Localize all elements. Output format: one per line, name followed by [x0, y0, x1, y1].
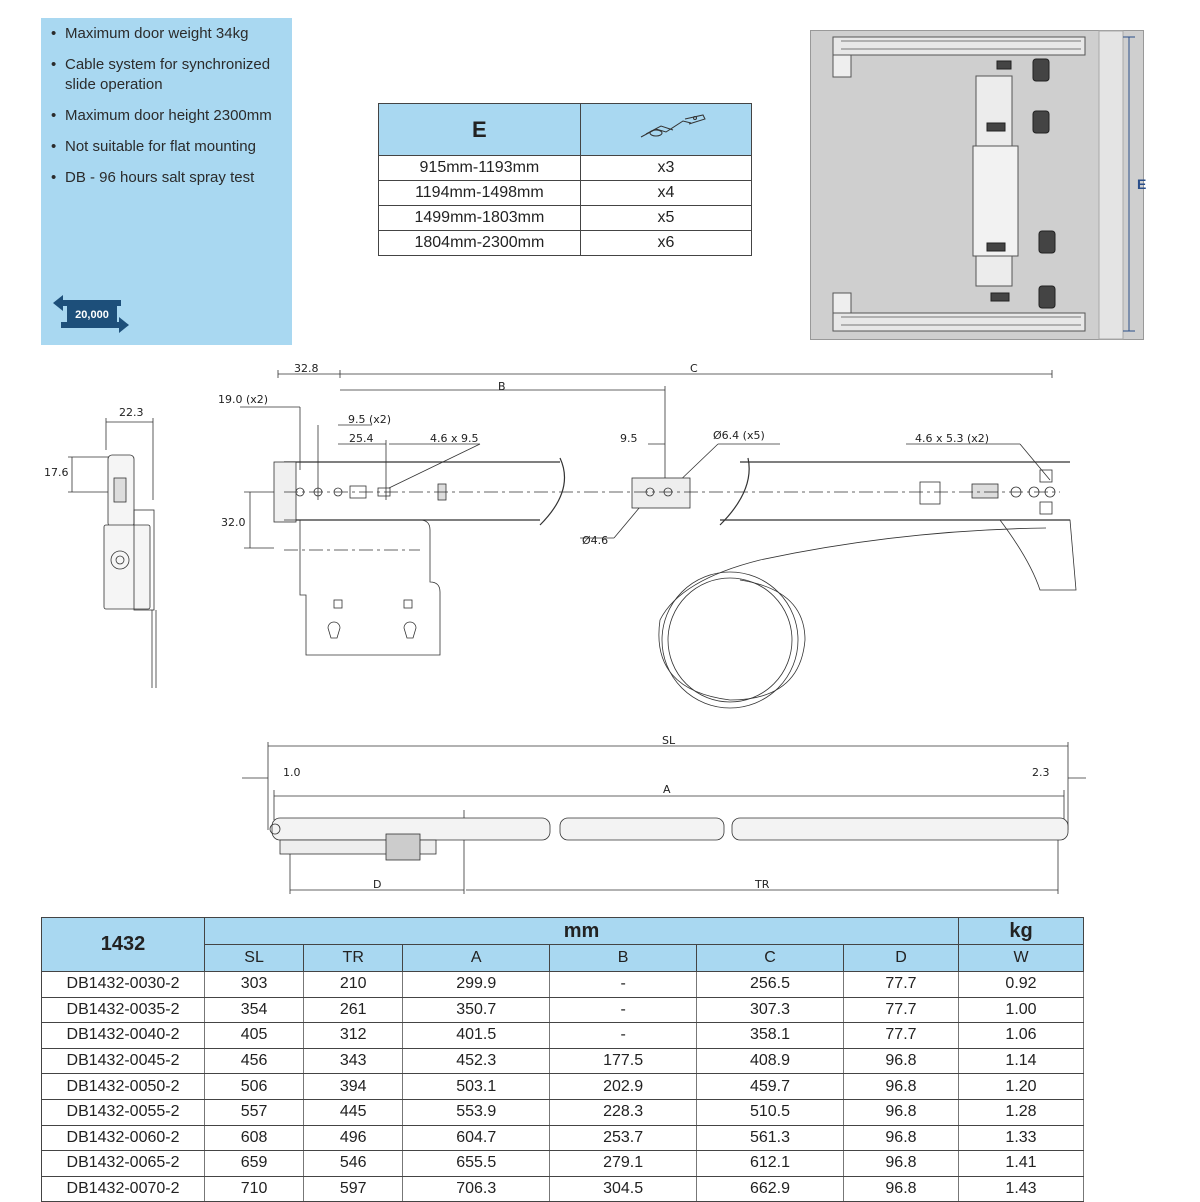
photo-dimension-label: E	[1137, 176, 1147, 192]
installation-photo	[810, 30, 1147, 340]
table-row	[42, 1125, 1084, 1151]
spec-value: -	[550, 997, 697, 1023]
product-code: DB1432-0060-2	[42, 1125, 205, 1151]
spec-value: 304.5	[550, 1176, 697, 1202]
spec-value: 256.5	[697, 972, 844, 998]
dim-hole-6-4: Ø6.4 (x5)	[713, 429, 765, 442]
e-range: 1499mm-1803mm	[379, 206, 581, 231]
technical-drawing	[0, 350, 1200, 910]
column-header: W	[959, 945, 1084, 972]
spec-value: 445	[304, 1099, 403, 1125]
spec-value: 312	[304, 1023, 403, 1049]
dim-32: 32.0	[221, 516, 246, 529]
spec-value: 299.9	[403, 972, 550, 998]
spec-value: 303	[205, 972, 304, 998]
cycles-icon	[51, 293, 131, 335]
e-qty: x5	[580, 206, 751, 231]
spec-value: 1.06	[959, 1023, 1084, 1049]
front-view	[242, 742, 1086, 894]
spec-value: 307.3	[697, 997, 844, 1023]
spec-value: 96.8	[843, 1176, 958, 1202]
spec-value: 553.9	[403, 1099, 550, 1125]
product-code: DB1432-0050-2	[42, 1074, 205, 1100]
spec-value: 350.7	[403, 997, 550, 1023]
spec-value: 706.3	[403, 1176, 550, 1202]
product-code: DB1432-0045-2	[42, 1048, 205, 1074]
cycles-label: 20,000	[75, 309, 109, 321]
kg-header: kg	[959, 918, 1084, 945]
table-row	[42, 997, 1084, 1023]
spec-value: 503.1	[403, 1074, 550, 1100]
table-row	[42, 1074, 1084, 1100]
spec-value: 210	[304, 972, 403, 998]
dim-1-0: 1.0	[283, 766, 301, 779]
spec-value: 358.1	[697, 1023, 844, 1049]
column-header: SL	[205, 945, 304, 972]
spec-value: 1.41	[959, 1151, 1084, 1177]
dim-slot: 4.6 x 9.5	[430, 432, 479, 445]
spec-value: -	[550, 1023, 697, 1049]
table-row	[42, 972, 1084, 998]
spec-value: 506	[205, 1074, 304, 1100]
e-qty: x4	[580, 181, 751, 206]
spec-value: 394	[304, 1074, 403, 1100]
spec-value: 557	[205, 1099, 304, 1125]
dim-side-width: 22.3	[119, 406, 144, 419]
spec-value: 710	[205, 1176, 304, 1202]
dim-hole-4-6: Ø4.6	[582, 534, 609, 547]
product-code: DB1432-0070-2	[42, 1176, 205, 1202]
spec-value: 343	[304, 1048, 403, 1074]
spec-value: 96.8	[843, 1151, 958, 1177]
spec-value: -	[550, 972, 697, 998]
mm-header: mm	[205, 918, 959, 945]
feature-item: • Not suitable for flat mounting	[51, 137, 292, 157]
spec-value: 408.9	[697, 1048, 844, 1074]
spec-value: 604.7	[403, 1125, 550, 1151]
e-qty: x6	[580, 231, 751, 256]
hinge-count-table	[378, 103, 752, 256]
product-code: DB1432-0065-2	[42, 1151, 205, 1177]
dim-32-8: 32.8	[294, 362, 319, 375]
spec-table	[41, 917, 1084, 1202]
spec-value: 1.20	[959, 1074, 1084, 1100]
product-code: DB1432-0055-2	[42, 1099, 205, 1125]
spec-value: 1.00	[959, 997, 1084, 1023]
dim-b: B	[498, 380, 506, 393]
spec-value: 662.9	[697, 1176, 844, 1202]
dim-d: D	[373, 878, 382, 891]
features-panel	[41, 18, 292, 345]
spec-value: 1.14	[959, 1048, 1084, 1074]
product-code: DB1432-0030-2	[42, 972, 205, 998]
spec-value: 202.9	[550, 1074, 697, 1100]
e-qty: x3	[580, 156, 751, 181]
spec-value: 659	[205, 1151, 304, 1177]
dim-19: 19.0 (x2)	[218, 393, 269, 406]
dim-tr: TR	[755, 878, 770, 891]
model-header: 1432	[42, 918, 205, 972]
spec-value: 279.1	[550, 1151, 697, 1177]
spec-value: 655.5	[403, 1151, 550, 1177]
column-header: B	[550, 945, 697, 972]
product-code: DB1432-0035-2	[42, 997, 205, 1023]
spec-value: 77.7	[843, 1023, 958, 1049]
e-range: 915mm-1193mm	[379, 156, 581, 181]
feature-item: • Cable system for synchronized slide operation	[51, 55, 292, 95]
table-row	[42, 1176, 1084, 1202]
dim-2-3: 2.3	[1032, 766, 1050, 779]
spec-value: 77.7	[843, 997, 958, 1023]
spec-value: 77.7	[843, 972, 958, 998]
dim-25-4: 25.4	[349, 432, 374, 445]
table-row	[42, 1151, 1084, 1177]
spec-value: 456	[205, 1048, 304, 1074]
hinge-icon	[611, 107, 721, 147]
spec-value: 608	[205, 1125, 304, 1151]
spec-value: 96.8	[843, 1074, 958, 1100]
spec-value: 459.7	[697, 1074, 844, 1100]
spec-value: 561.3	[697, 1125, 844, 1151]
hinge-icon-cell	[580, 104, 751, 156]
spec-value: 546	[304, 1151, 403, 1177]
spec-value: 96.8	[843, 1099, 958, 1125]
spec-value: 405	[205, 1023, 304, 1049]
spec-value: 96.8	[843, 1125, 958, 1151]
spec-value: 253.7	[550, 1125, 697, 1151]
spec-value: 228.3	[550, 1099, 697, 1125]
spec-value: 1.33	[959, 1125, 1084, 1151]
spec-value: 261	[304, 997, 403, 1023]
spec-value: 597	[304, 1176, 403, 1202]
feature-item: • DB - 96 hours salt spray test	[51, 168, 292, 188]
side-view	[68, 418, 156, 688]
table-row	[42, 1048, 1084, 1074]
spec-value: 496	[304, 1125, 403, 1151]
feature-item: • Maximum door height 2300mm	[51, 106, 292, 126]
e-range: 1804mm-2300mm	[379, 231, 581, 256]
spec-value: 96.8	[843, 1048, 958, 1074]
spec-value: 1.28	[959, 1099, 1084, 1125]
dim-c: C	[690, 362, 698, 375]
spec-value: 510.5	[697, 1099, 844, 1125]
dim-9-5: 9.5	[620, 432, 638, 445]
spec-value: 612.1	[697, 1151, 844, 1177]
column-header: TR	[304, 945, 403, 972]
table-row	[42, 1099, 1084, 1125]
spec-value: 177.5	[550, 1048, 697, 1074]
e-header: E	[379, 104, 581, 156]
dim-a: A	[663, 783, 671, 796]
spec-value: 354	[205, 997, 304, 1023]
spec-value: 452.3	[403, 1048, 550, 1074]
dim-slot-end: 4.6 x 5.3 (x2)	[915, 432, 990, 445]
spec-value: 401.5	[403, 1023, 550, 1049]
column-header: A	[403, 945, 550, 972]
feature-list	[41, 18, 292, 188]
feature-item: • Maximum door weight 34kg	[51, 24, 292, 44]
spec-value: 1.43	[959, 1176, 1084, 1202]
dim-sl: SL	[662, 734, 676, 747]
dim-9-5-x2: 9.5 (x2)	[348, 413, 392, 426]
product-code: DB1432-0040-2	[42, 1023, 205, 1049]
column-header: C	[697, 945, 844, 972]
dim-side-height: 17.6	[44, 466, 69, 479]
table-row	[42, 1023, 1084, 1049]
column-header: D	[843, 945, 958, 972]
e-range: 1194mm-1498mm	[379, 181, 581, 206]
spec-value: 0.92	[959, 972, 1084, 998]
